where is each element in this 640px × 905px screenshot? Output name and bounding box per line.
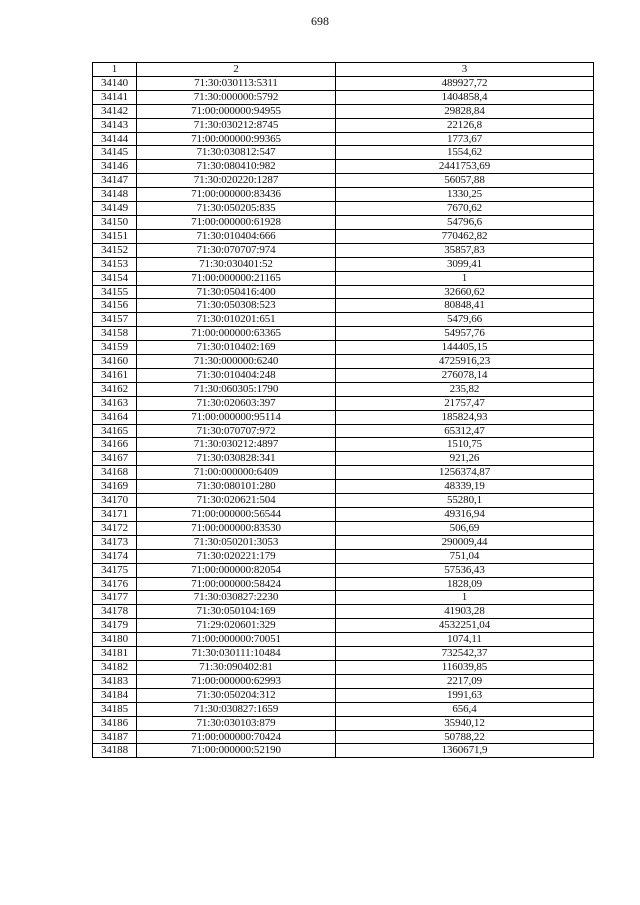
row-number-cell: 34169 (93, 480, 137, 494)
row-number-cell: 34166 (93, 438, 137, 452)
cadastral-number-cell: 71:00:000000:94955 (137, 104, 336, 118)
value-cell: 41903,28 (336, 605, 594, 619)
value-cell: 1554,62 (336, 146, 594, 160)
cadastral-number-cell: 71:30:050201:3053 (137, 535, 336, 549)
cadastral-number-cell: 71:29:020601:329 (137, 619, 336, 633)
page-number: 698 (311, 14, 329, 28)
value-cell: 144405,15 (336, 341, 594, 355)
value-cell: 57536,43 (336, 563, 594, 577)
table-row (93, 633, 594, 647)
cadastral-number-cell: 71:30:030827:2230 (137, 591, 336, 605)
cadastral-number-cell: 71:30:020603:397 (137, 396, 336, 410)
table-row (93, 410, 594, 424)
row-number-cell: 34145 (93, 146, 137, 160)
row-number-cell: 34172 (93, 521, 137, 535)
table-row (93, 647, 594, 661)
cadastral-number-cell: 71:00:000000:70051 (137, 633, 336, 647)
value-cell: 1773,67 (336, 132, 594, 146)
table-row (93, 452, 594, 466)
cadastral-number-cell: 71:00:000000:83436 (137, 188, 336, 202)
value-cell: 1828,09 (336, 577, 594, 591)
cadastral-number-cell: 71:00:000000:82054 (137, 563, 336, 577)
table-row (93, 341, 594, 355)
cadastral-number-cell: 71:30:010201:651 (137, 313, 336, 327)
cadastral-number-cell: 71:00:000000:63365 (137, 327, 336, 341)
cadastral-number-cell: 71:30:000000:6240 (137, 355, 336, 369)
value-cell: 48339,19 (336, 480, 594, 494)
cadastral-number-cell: 71:00:000000:52190 (137, 744, 336, 758)
table-row (93, 535, 594, 549)
value-cell: 22126,8 (336, 118, 594, 132)
value-cell: 35940,12 (336, 716, 594, 730)
row-number-cell: 34181 (93, 647, 137, 661)
cadastral-number-cell: 71:30:050205:835 (137, 202, 336, 216)
table-row (93, 257, 594, 271)
cadastral-number-cell: 71:00:000000:62993 (137, 674, 336, 688)
cadastral-number-cell: 71:30:050308:523 (137, 299, 336, 313)
row-number-cell: 34164 (93, 410, 137, 424)
table-row (93, 438, 594, 452)
cadastral-number-cell: 71:30:060305:1790 (137, 382, 336, 396)
table-row (93, 368, 594, 382)
row-number-cell: 34187 (93, 730, 137, 744)
cadastral-number-cell: 71:00:000000:58424 (137, 577, 336, 591)
cadastral-number-cell: 71:00:000000:83530 (137, 521, 336, 535)
table-row (93, 466, 594, 480)
table-row (93, 688, 594, 702)
row-number-cell: 34179 (93, 619, 137, 633)
cadastral-number-cell: 71:30:090402:81 (137, 660, 336, 674)
value-cell: 290009,44 (336, 535, 594, 549)
column-header-1: 1 (93, 63, 137, 77)
row-number-cell: 34175 (93, 563, 137, 577)
cadastral-number-cell: 71:00:000000:70424 (137, 730, 336, 744)
row-number-cell: 34182 (93, 660, 137, 674)
cadastral-number-cell: 71:30:030212:4897 (137, 438, 336, 452)
row-number-cell: 34183 (93, 674, 137, 688)
cadastral-number-cell: 71:30:000000:5792 (137, 90, 336, 104)
cadastral-number-cell: 71:30:080101:280 (137, 480, 336, 494)
value-cell: 2441753,69 (336, 160, 594, 174)
cadastral-number-cell: 71:30:030812:547 (137, 146, 336, 160)
cadastral-number-cell: 71:00:000000:95114 (137, 410, 336, 424)
table-row (93, 271, 594, 285)
cadastral-number-cell: 71:30:020220:1287 (137, 174, 336, 188)
cadastral-number-cell: 71:30:010404:248 (137, 368, 336, 382)
table-row (93, 563, 594, 577)
row-number-cell: 34155 (93, 285, 137, 299)
table-row (93, 118, 594, 132)
table-row (93, 355, 594, 369)
cadastral-number-cell: 71:00:000000:99365 (137, 132, 336, 146)
value-cell: 35857,83 (336, 243, 594, 257)
table-row (93, 424, 594, 438)
row-number-cell: 34185 (93, 702, 137, 716)
value-cell: 1510,75 (336, 438, 594, 452)
cadastral-number-cell: 71:30:030401:52 (137, 257, 336, 271)
cadastral-number-cell: 71:30:020621:504 (137, 494, 336, 508)
table-row (93, 243, 594, 257)
cadastral-value-table (92, 62, 594, 758)
value-cell: 50788,22 (336, 730, 594, 744)
value-cell: 4725916,23 (336, 355, 594, 369)
row-number-cell: 34161 (93, 368, 137, 382)
row-number-cell: 34184 (93, 688, 137, 702)
table-row (93, 160, 594, 174)
table-row (93, 188, 594, 202)
table-row (93, 521, 594, 535)
row-number-cell: 34152 (93, 243, 137, 257)
row-number-cell: 34147 (93, 174, 137, 188)
row-number-cell: 34167 (93, 452, 137, 466)
value-cell: 32660,62 (336, 285, 594, 299)
value-cell: 235,82 (336, 382, 594, 396)
value-cell: 489927,72 (336, 76, 594, 90)
value-cell: 656,4 (336, 702, 594, 716)
table-row (93, 730, 594, 744)
table-row (93, 327, 594, 341)
row-number-cell: 34173 (93, 535, 137, 549)
value-cell: 506,69 (336, 521, 594, 535)
value-cell: 1074,11 (336, 633, 594, 647)
row-number-cell: 34154 (93, 271, 137, 285)
row-number-cell: 34176 (93, 577, 137, 591)
row-number-cell: 34144 (93, 132, 137, 146)
value-cell: 1991,63 (336, 688, 594, 702)
table-row (93, 508, 594, 522)
table-row (93, 202, 594, 216)
row-number-cell: 34149 (93, 202, 137, 216)
value-cell: 1404858,4 (336, 90, 594, 104)
row-number-cell: 34150 (93, 215, 137, 229)
value-cell: 65312,47 (336, 424, 594, 438)
value-cell: 2217,09 (336, 674, 594, 688)
cadastral-number-cell: 71:30:030212:8745 (137, 118, 336, 132)
column-header-2: 2 (137, 63, 336, 77)
column-header-3: 3 (336, 63, 594, 77)
table-row (93, 132, 594, 146)
row-number-cell: 34162 (93, 382, 137, 396)
row-number-cell: 34168 (93, 466, 137, 480)
table-row (93, 215, 594, 229)
value-cell: 55280,1 (336, 494, 594, 508)
table-header-row (93, 63, 594, 77)
value-cell: 1360671,9 (336, 744, 594, 758)
value-cell: 7670,62 (336, 202, 594, 216)
row-number-cell: 34141 (93, 90, 137, 104)
value-cell: 1330,25 (336, 188, 594, 202)
value-cell: 1256374,87 (336, 466, 594, 480)
table-row (93, 577, 594, 591)
row-number-cell: 34148 (93, 188, 137, 202)
value-cell: 49316,94 (336, 508, 594, 522)
row-number-cell: 34151 (93, 229, 137, 243)
row-number-cell: 34146 (93, 160, 137, 174)
value-cell: 732542,37 (336, 647, 594, 661)
cadastral-number-cell: 71:30:050104:169 (137, 605, 336, 619)
value-cell: 276078,14 (336, 368, 594, 382)
table-row (93, 174, 594, 188)
row-number-cell: 34178 (93, 605, 137, 619)
row-number-cell: 34142 (93, 104, 137, 118)
value-cell: 751,04 (336, 549, 594, 563)
cadastral-number-cell: 71:30:070707:972 (137, 424, 336, 438)
row-number-cell: 34177 (93, 591, 137, 605)
row-number-cell: 34180 (93, 633, 137, 647)
cadastral-number-cell: 71:30:010404:666 (137, 229, 336, 243)
row-number-cell: 34153 (93, 257, 137, 271)
cadastral-number-cell: 71:30:020221:179 (137, 549, 336, 563)
value-cell: 4532251,04 (336, 619, 594, 633)
table-row (93, 716, 594, 730)
row-number-cell: 34143 (93, 118, 137, 132)
row-number-cell: 34159 (93, 341, 137, 355)
table-row (93, 494, 594, 508)
value-cell: 116039,85 (336, 660, 594, 674)
value-cell: 56057,88 (336, 174, 594, 188)
value-cell: 1 (336, 271, 594, 285)
table-row (93, 591, 594, 605)
cadastral-number-cell: 71:30:070707:974 (137, 243, 336, 257)
value-cell: 21757,47 (336, 396, 594, 410)
cadastral-number-cell: 71:30:030111:10484 (137, 647, 336, 661)
row-number-cell: 34188 (93, 744, 137, 758)
cadastral-number-cell: 71:00:000000:61928 (137, 215, 336, 229)
table-row (93, 146, 594, 160)
row-number-cell: 34158 (93, 327, 137, 341)
table-row (93, 285, 594, 299)
row-number-cell: 34156 (93, 299, 137, 313)
row-number-cell: 34163 (93, 396, 137, 410)
table-row (93, 744, 594, 758)
table-row (93, 382, 594, 396)
table-row (93, 605, 594, 619)
value-cell: 770462,82 (336, 229, 594, 243)
table-row (93, 549, 594, 563)
value-cell: 185824,93 (336, 410, 594, 424)
table-row (93, 674, 594, 688)
value-cell: 80848,41 (336, 299, 594, 313)
cadastral-number-cell: 71:30:030828:341 (137, 452, 336, 466)
cadastral-number-cell: 71:00:000000:56544 (137, 508, 336, 522)
table-row (93, 104, 594, 118)
table-row (93, 229, 594, 243)
cadastral-number-cell: 71:30:030103:879 (137, 716, 336, 730)
cadastral-number-cell: 71:30:030113:5311 (137, 76, 336, 90)
table-body (93, 76, 594, 757)
value-cell: 54957,76 (336, 327, 594, 341)
table-row (93, 619, 594, 633)
row-number-cell: 34140 (93, 76, 137, 90)
value-cell: 1 (336, 591, 594, 605)
table-row (93, 702, 594, 716)
cadastral-number-cell: 71:30:050416:400 (137, 285, 336, 299)
table-row (93, 396, 594, 410)
row-number-cell: 34174 (93, 549, 137, 563)
table-row (93, 480, 594, 494)
value-cell: 921,26 (336, 452, 594, 466)
table-row (93, 660, 594, 674)
row-number-cell: 34171 (93, 508, 137, 522)
table-row (93, 90, 594, 104)
row-number-cell: 34170 (93, 494, 137, 508)
value-cell: 54796,6 (336, 215, 594, 229)
row-number-cell: 34160 (93, 355, 137, 369)
cadastral-number-cell: 71:00:000000:21165 (137, 271, 336, 285)
row-number-cell: 34186 (93, 716, 137, 730)
table-row (93, 313, 594, 327)
row-number-cell: 34157 (93, 313, 137, 327)
cadastral-number-cell: 71:30:030827:1659 (137, 702, 336, 716)
cadastral-number-cell: 71:00:000000:6409 (137, 466, 336, 480)
row-number-cell: 34165 (93, 424, 137, 438)
table-row (93, 76, 594, 90)
value-cell: 3099,41 (336, 257, 594, 271)
value-cell: 5479,66 (336, 313, 594, 327)
cadastral-number-cell: 71:30:050204:312 (137, 688, 336, 702)
value-cell: 29828,84 (336, 104, 594, 118)
cadastral-number-cell: 71:30:010402:169 (137, 341, 336, 355)
table-row (93, 299, 594, 313)
cadastral-number-cell: 71:30:080410:982 (137, 160, 336, 174)
